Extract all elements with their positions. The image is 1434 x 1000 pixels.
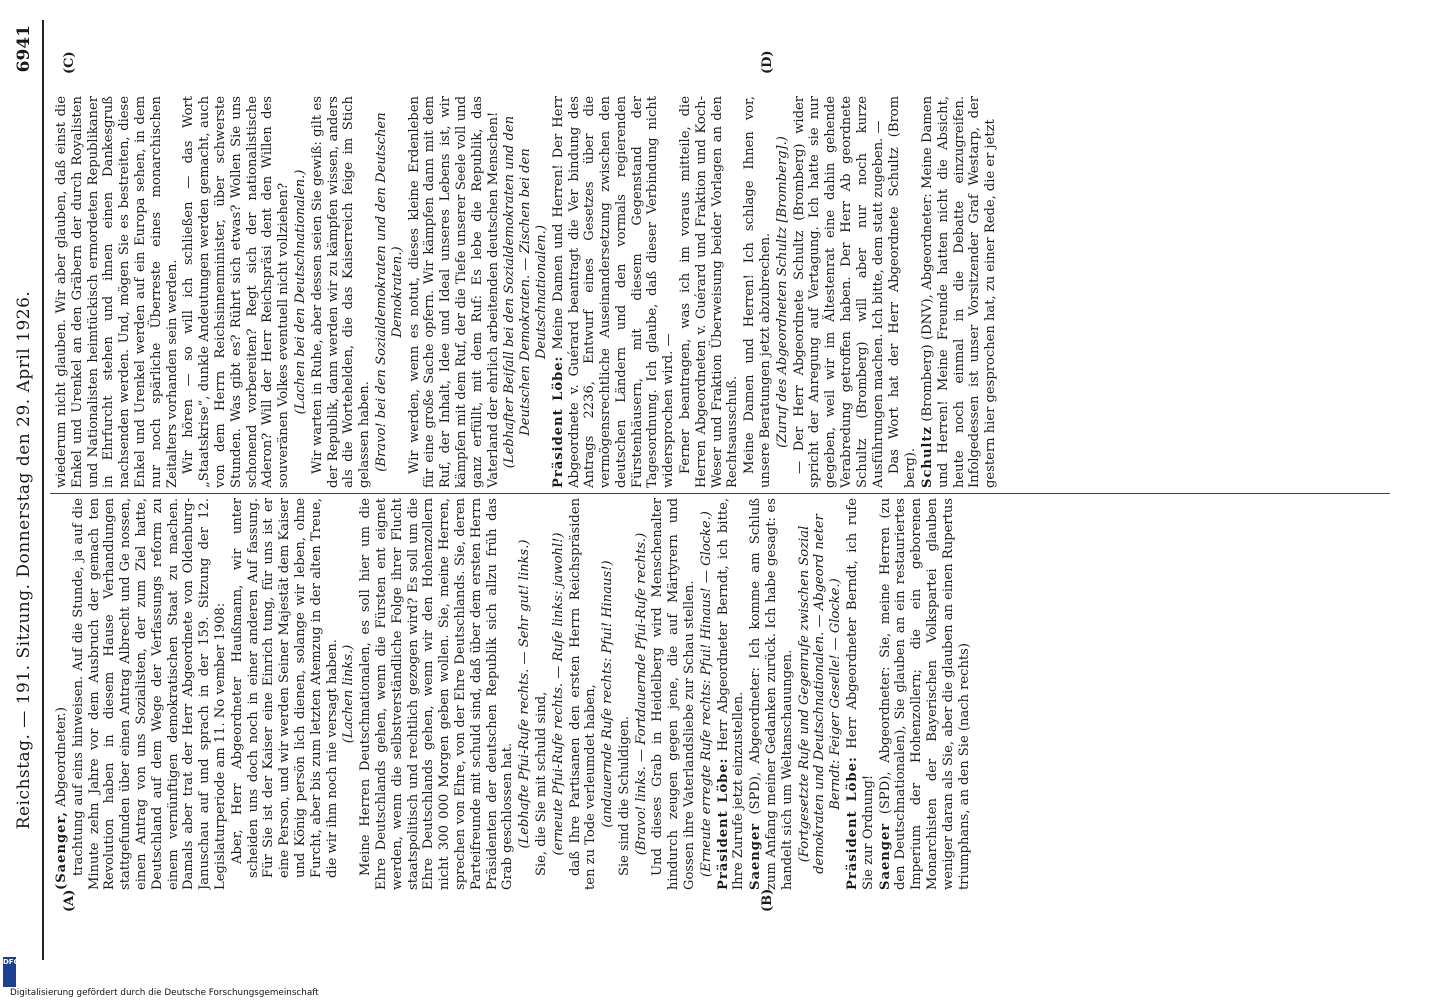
running-title: Reichstag. — 191. Sitzung. Donnerstag den 29. April 1926. <box>14 290 34 830</box>
body-paragraph: Wir werden, wenn es notut, dieses kleine Erdenleben für eine große Sache opfern. Wir kämpfen dann mit dem Ruf, der Inhalt, Idee und Ideal unseres Lebens ist, wir kämpfen mit dem Ruf, der die Tiefe unserer Seele voll und ganz erfüllt, mit dem Ruf: Es lebe die Republik, das Vaterland der ehrlich arbeitenden deutschen Menschen! <box>406 96 501 488</box>
body-paragraph: wiederum nicht glauben. Wir aber glauben, daß einst die Enkel und Urenkel an den Gräbern der durch Royalisten und Nationalisten heimtückisch ermordeten Republikaner in Ehrfurcht stehen und ihnen einen Dankesgruß nachsenden werden. Und, mögen Sie es bestreiten, diese Enkel und Urenkel werden auf ein Europa sehen, in dem nur noch spärliche Überreste eines monarchischen Zeitalters vorhanden sein werden. <box>54 96 180 488</box>
speaker-name: Saenger <box>748 822 764 890</box>
page-number: 6941 <box>14 25 34 73</box>
body-paragraph: Meine Damen und Herren! Ich schlage Ihnen vor, unsere Beratungen jetzt abzubrechen. <box>742 96 774 488</box>
speaker-paragraph <box>845 498 877 890</box>
body-paragraph: Und dieses Grab in Heidelberg wird Menschenalter hindurch zeugen gegen jene, die auf Märtyrern und Gossen ihre Vaterlandsliebe zur Schau stellen. <box>650 498 698 890</box>
body-paragraph: Wir hören — so will ich schließen — das Wort „Staatskrise“, dunkle Andeutungen werden gemacht, auch von dem Herrn Reichsinnenminister, über schwerste Stunden. Was gibt es? Rührt sich etwas? Wollen Sie uns schonend vorbereiten? Regt sich der nationalistische Aderon? Will der Herr Reichspräsi dent den Willen des souveränen Volkes eventuell nicht vollziehen? <box>181 96 292 488</box>
interjection-note: (erneute Pfui-Rufe rechts. — Rufe links: jawohl!) <box>550 532 566 856</box>
body-paragraph: — Der Herr Abgeordnete Schultz (Bromberg) wider spricht der Anregung auf Vertagung. Ich hatte sie nur gegeben, weil wir im Ältestenrat eine dahin gehende Verabredung getroffen haben. Der Herr Ab geordnete Schultz (Bromberg) will aber nur noch kurze Ausführungen machen. Ich bitte, dem statt zugeben. — <box>791 96 886 488</box>
body-paragraph: Sie, die Sie mit schuld sind, <box>533 691 549 876</box>
quoted-passage: Aber, Herr Abgeordneter Haußmann, wir unter scheiden uns doch noch in einer anderen Auf fassung. Für Sie ist der Kaiser eine Einrich tung, für uns ist er eine Person, und wir werden Seiner Majestät dem Kaiser und König persön lich dienen, solange wir leben, ohne Furcht, aber bis zum letzten Atemzug in der alten Treue, die wir ihm noch nie versagt haben. <box>229 498 340 878</box>
speaker-paragraph <box>551 96 677 488</box>
speaker-text: Abgeordneter.) <box>54 707 69 807</box>
interjection-note: (Lebhafter Beifall bei den Sozialdemokraten und den Deutschen Demokraten. — Zischen bei den Deutschnationalen.) <box>502 115 549 469</box>
header-rule <box>42 20 44 960</box>
speaker-name: Schultz <box>920 426 936 488</box>
body-paragraph: Wir warten in Ruhe, aber dessen seien Sie gewiß: gilt es der Republik, dann werden wir zu kämpfen wissen, anders als die Wortehelden, die das Kaiserreich feige im Stich gelassen haben. <box>309 96 373 488</box>
speaker-paragraph <box>54 498 70 890</box>
speaker-text: (SPD), Abgeordneter: Ich komme am Schluß zum Anfang meiner Gedanken zurück. Ich habe gesagt: es handelt sich um Weltanschauungen. <box>748 498 795 890</box>
speaker-text: Herr Abgeordneter Berndt, ich bitte, Ihre Zurufe jetzt einzustellen. <box>715 498 747 890</box>
speaker-text: Herr Abgeordneter Berndt, ich rufe Sie zur Ordnung! <box>845 498 876 890</box>
speaker-paragraph <box>716 498 748 890</box>
speaker-name: Präsident Löbe: <box>845 756 861 890</box>
margin-marker-b: (B) <box>760 888 775 912</box>
speaker-name: Präsident Löbe: <box>715 757 731 890</box>
interjection-note: (Lebhafte Pfui-Rufe rechts. — Sehr gut! links.) <box>517 539 533 849</box>
page-header <box>0 0 46 1000</box>
body-paragraph: trachtung auf eins hinweisen. Auf die Stunde, ja auf die Minute zehn Jahre vor dem Ausbruch der gemach ten Revolution haben in diesem Hause Verhandlungen stattgefunden über einen Antrag Albrecht und Ge nossen, einen Antrag von uns Sozialisten, der zum Ziel hatte, Deutschland auf dem Wege der Verfassungs reform zu einem vernünftigen demokratischen Staat zu machen. Damals aber trat der Herr Abgeordnete von Oldenburg-Januschau auf und sprach in der 159. Sitzung der 12. Legislaturperiode am 11. No vember 1908: <box>70 498 228 890</box>
interjection-note: (Bravo! bei den Sozialdemokraten und den Deutschen Demokraten.) <box>373 112 405 472</box>
digitization-credit: Digitalisierung gefördert durch die Deutsche Forschungsgemeinschaft <box>10 988 319 998</box>
speaker-text: (SPD), Abgeordneter: Sie, meine Herren (zu den Deutschnationalen), Sie glauben an ein restauriertes Imperium der Hohenzollern; die ein geborenen Monarchisten der Bayerischen Volkspartei glauben weniger daran als Sie, aber die glauben an einen Rupertus triumphans, an den Sie (nach rechts) <box>877 498 972 890</box>
right-text-column <box>54 96 1384 488</box>
body-paragraph: Sie sind die Schuldigen. <box>616 715 632 876</box>
dfg-logo-icon: DFG <box>3 957 16 987</box>
speaker-text: Meine Damen und Herren! Der Herr Abgeordnete v. Guérard beantragt die Ver bindung des Antrags 2236, Entwurf eines Gesetzes über die vermögensrechtliche Auseinandersetzung zwischen den deutschen Ländern und den vormals regierenden Fürstenhäusern, mit diesem Gegenstand der Tagesordnung. Ich glaube, daß dieser Verbindung nicht widersprochen wird. — <box>550 96 677 488</box>
interjection-note: (andauernde Rufe rechts: Pfui! Hinaus!) <box>600 560 616 828</box>
body-paragraph: Das Wort hat der Herr Abgeordnete Schultz (Brom berg). <box>887 96 919 488</box>
interjection-note: (Fortgesetzte Rufe und Gegenrufe zwischen Sozial demokraten und Deutschnationalen. — Abgeord neter Berndt: Feiger Geselle! — Glocke.) <box>796 514 844 874</box>
speaker-name: (Saenger, <box>54 811 69 890</box>
left-text-column <box>54 498 1384 890</box>
speaker-text: (Bromberg) (DNV), Abgeordneter: Meine Damen und Herren! Meine Freunde hatten nicht die Absicht, heute noch einmal in die Debatte einzugreifen. Infolgedessen ist unser Vorsitzender Graf Westarp, der gestern hier gesprochen hat, zu einer Rede, die er jetzt <box>920 96 999 488</box>
speaker-paragraph <box>878 498 973 890</box>
body-paragraph: Ferner beantragen, was ich im voraus mitteile, die Herren Abgeordneten v. Guérard und Fraktion und Koch-Weser und Fraktion Überweisung beider Vorlagen an den Rechtsausschuß. <box>678 96 741 488</box>
interjection-note: (Lachen bei den Deutschnationalen.) <box>292 169 308 415</box>
interjection-note: (Zuruf des Abgeordneten Schultz [Bromberg].) <box>774 136 790 448</box>
margin-marker-c: (C) <box>62 51 77 74</box>
body-paragraph: Meine Herren Deutschnationalen, es soll hier um die Ehre Deutschlands gehen, wenn die Fürsten ent eignet werden, wenn die selbstverständliche Folge ihrer Flucht staatspolitisch und rechtlich gezogen wird? Es soll um die Ehre Deutschlands gehen, wenn wir den Hohenzollern nicht 300 000 Morgen geben wollen. Sie, meine Herren, sprechen von Ehre, von der Ehre Deutschlands. Sie, deren Parteifreunde mit schuld sind, daß über dem ersten Herrn Präsidenten der deutschen Republik sich allzu früh das Grab geschlossen hat. <box>358 498 516 890</box>
interjection-note: (Erneute erregte Rufe rechts: Pfui! Hinaus! — Glocke.) <box>698 511 714 877</box>
interjection-note: (Bravo! links. — Fortdauernde Pfui-Rufe rechts.) <box>633 532 649 856</box>
body-paragraph: daß Ihre Partisanen den ersten Herrn Reichspräsiden ten zu Tode verleumdet haben, <box>567 498 599 890</box>
speaker-paragraph <box>920 96 999 488</box>
interjection-note: (Lachen links.) <box>341 644 357 744</box>
speaker-paragraph <box>748 498 795 890</box>
speaker-name: Präsident Löbe: <box>550 355 566 488</box>
margin-marker-d: (D) <box>760 50 775 74</box>
margin-marker-a: (A) <box>62 889 77 912</box>
column-divider <box>50 493 1390 494</box>
speaker-name: Saenger <box>877 822 893 890</box>
